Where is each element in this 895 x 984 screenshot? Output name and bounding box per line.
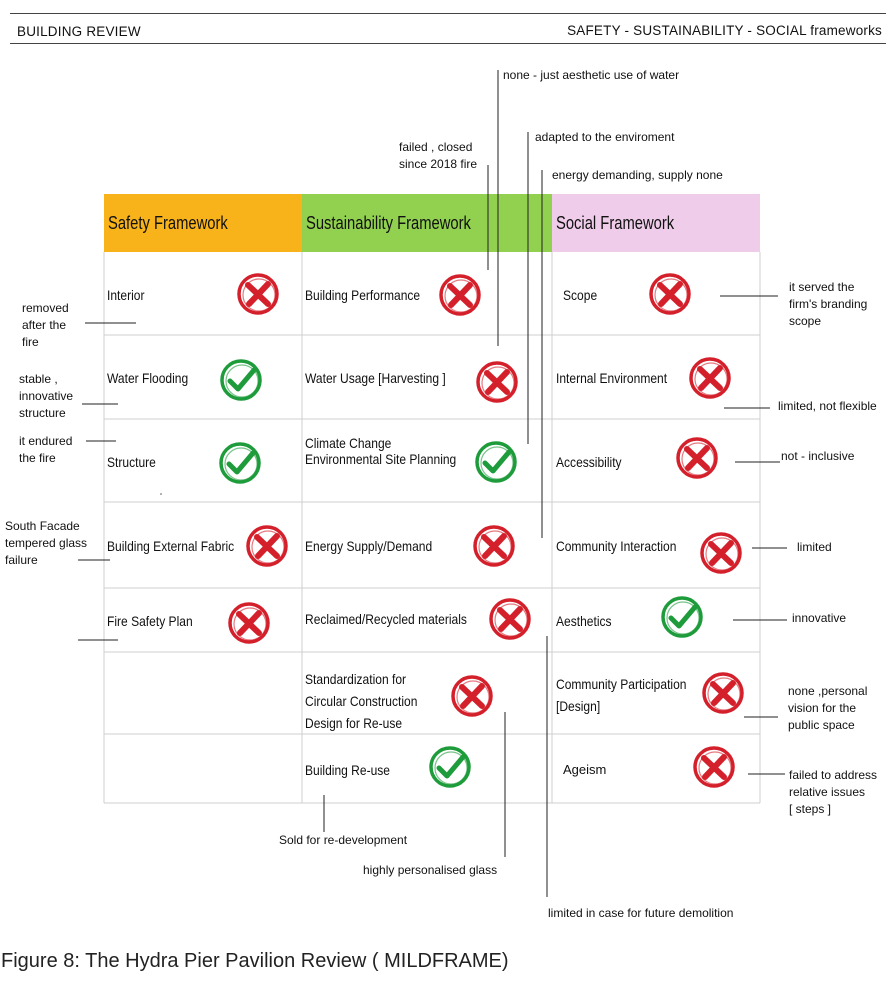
pass-check-icon	[216, 439, 264, 487]
note-personal-3: public space	[788, 718, 855, 732]
sustainability-item-label: Water Usage [Harvesting ]	[305, 370, 446, 386]
social-item-label: Ageism	[563, 762, 607, 777]
fail-cross-icon	[473, 358, 521, 406]
pass-check-icon	[472, 438, 520, 486]
note-demolition: limited in case for future demolition	[548, 906, 734, 920]
note-endured-1: it endured	[19, 434, 73, 448]
note-energy: energy demanding, supply none	[552, 168, 723, 182]
note-branding-2: firm's branding	[789, 297, 868, 311]
pass-check-icon	[426, 743, 474, 791]
social-item-label: Community Participation	[556, 676, 687, 692]
note-failed-closed-2: since 2018 fire	[399, 157, 478, 171]
fail-cross-icon	[448, 672, 496, 720]
note-branding-3: scope	[789, 314, 822, 328]
safety-item-label: Structure	[107, 454, 156, 470]
fail-cross-icon	[690, 743, 738, 791]
social-item-label: Aesthetics	[556, 613, 612, 629]
header-left-title: BUILDING REVIEW	[17, 24, 141, 39]
note-stable-1: stable ,	[19, 372, 58, 386]
note-facade-1: South Facade	[5, 519, 80, 533]
social-item-label: Internal Environment	[556, 370, 668, 386]
fail-cross-icon	[225, 599, 273, 647]
note-stable-2: innovative	[19, 389, 74, 403]
note-not-inclusive: not - inclusive	[781, 449, 855, 463]
note-ageism-2: relative issues	[789, 785, 866, 799]
note-stable-3: structure	[19, 406, 66, 420]
sustainability-item-label: Reclaimed/Recycled materials	[305, 611, 467, 627]
sustainability-header-title: Sustainability Framework	[306, 213, 471, 233]
note-removed-1: removed	[22, 301, 69, 315]
sustainability-item-label: Climate Change	[305, 435, 392, 451]
safety-item-label: Water Flooding	[107, 370, 189, 386]
social-item-label: Scope	[563, 287, 598, 303]
note-ageism-3: [ steps ]	[789, 802, 832, 816]
note-endured-2: the fire	[19, 451, 56, 465]
safety-item-label: Interior	[107, 287, 145, 303]
figure-caption: Figure 8: The Hydra Pier Pavilion Review ( MILDFRAME)	[1, 950, 509, 972]
sustainability-item-label: Building Performance	[305, 287, 421, 303]
note-personal-2: vision for the	[788, 701, 857, 715]
note-glass: highly personalised glass	[363, 863, 498, 877]
fail-cross-icon	[697, 529, 745, 577]
fail-cross-icon	[486, 595, 534, 643]
safety-item-label: Fire Safety Plan	[107, 613, 193, 629]
fail-cross-icon	[646, 270, 694, 318]
fail-cross-icon	[686, 354, 734, 402]
fail-cross-icon	[673, 434, 721, 482]
fail-cross-icon	[436, 271, 484, 319]
note-sold: Sold for re-development	[279, 833, 408, 847]
note-limited: limited	[797, 540, 832, 554]
note-innovative: innovative	[792, 611, 847, 625]
sustainability-item-label-line2: Circular Construction	[305, 693, 418, 709]
pass-check-icon	[217, 356, 265, 404]
note-personal-1: none ,personal	[788, 684, 868, 698]
note-removed-2: after the	[22, 318, 67, 332]
fail-cross-icon	[243, 522, 291, 570]
sustainability-item-label-line2: Environmental Site Planning	[305, 451, 457, 467]
header-right-title: SAFETY - SUSTAINABILITY - SOCIAL frameworks	[567, 23, 882, 38]
note-adapted: adapted to the enviroment	[535, 130, 675, 144]
note-limited-flexible: limited, not flexible	[778, 399, 877, 413]
fail-cross-icon	[699, 669, 747, 717]
note-facade-2: tempered glass	[5, 536, 88, 550]
social-header-title: Social Framework	[556, 213, 675, 233]
sustainability-item-label-line3: Design for Re-use	[305, 715, 403, 731]
safety-item-label: Building External Fabric	[107, 538, 235, 554]
sustainability-item-label: Standardization for	[305, 671, 407, 687]
note-failed-closed-1: failed , closed	[399, 140, 473, 154]
safety-header-title: Safety Framework	[108, 213, 228, 233]
note-removed-3: fire	[22, 335, 39, 349]
sustainability-item-label: Energy Supply/Demand	[305, 538, 433, 554]
social-item-label: Accessibility	[556, 454, 622, 470]
note-ageism-1: failed to address	[789, 768, 878, 782]
social-item-label-line2: [Design]	[556, 698, 601, 714]
note-facade-3: failure	[5, 553, 38, 567]
note-branding-1: it served the	[789, 280, 855, 294]
fail-cross-icon	[470, 522, 518, 570]
note-water-aesthetic: none - just aesthetic use of water	[503, 68, 680, 82]
pass-check-icon	[658, 593, 706, 641]
social-item-label: Community Interaction	[556, 538, 677, 554]
fail-cross-icon	[234, 270, 282, 318]
sustainability-item-label: Building Re-use	[305, 762, 391, 778]
